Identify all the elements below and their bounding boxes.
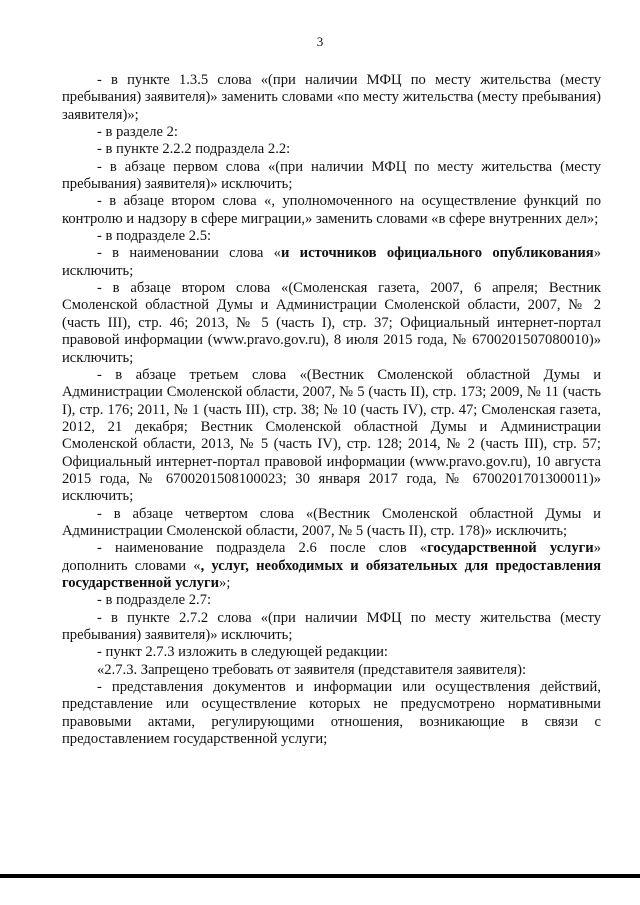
page-number: 3 (316, 34, 324, 49)
paragraph: - пункт 2.7.3 изложить в следующей редакции: (97, 644, 388, 661)
paragraph: - в пункте 2.2.2 подраздела 2.2: (97, 141, 291, 158)
paragraph: - в абзаце третьем слова «(Вестник Смоленской областной Думы и Администрации Смоленской области, 2007, № 5 (часть II), стр. 173; 2009, № 11 (часть I), стр. 176; 2011, № 1 (часть III), стр. 38; № 10 (часть IV), стр. 47; Смоленская газета, 2012, 21 декабря; Вестник Смоленской областной Думы и Администрации Смоленской области, 2013, № 5 (часть IV), стр. 128; 2014, № 2 (часть III), стр. 57; Официальный интернет-портал правовой информации (www.pravo.gov.ru), 10 августа 2015 года, № 6700201508100023; 30 января 2017 года, № 6700201701300011)» исключить; (62, 366, 601, 505)
paragraph: - в абзаце первом слова «(при наличии МФЦ по месту жительства (месту пребывания) заявителя)» исключить; (62, 158, 601, 193)
footer-rule (0, 874, 640, 878)
paragraph: - в разделе 2: (97, 124, 178, 141)
paragraph: - в абзаце втором слова «(Смоленская газета, 2007, 6 апреля; Вестник Смоленской областной Думы и Администрации Смоленской области, 2007, № 2 (часть III), стр. 46; 2013, № 5 (часть I), стр. 37; Официальный интернет-портал правовой информации (www.pravo.gov.ru), 8 июля 2015 года, № 6700201507080010)» исключить; (62, 280, 601, 366)
paragraph: - в абзаце втором слова «, уполномоченного на осуществление функций по контролю и надзору в сфере миграции,» заменить словами «в сфере внутренних дел»; (62, 193, 601, 227)
paragraph: - в наименовании слова «и источников официального опубликования» исключить; (62, 245, 601, 279)
paragraph: - в абзаце четвертом слова «(Вестник Смоленской областной Думы и Администрации Смоленской области, 2007, № 5 (часть II), стр. 178)» исключить; (62, 505, 601, 539)
paragraph: - в подразделе 2.5: (97, 228, 212, 245)
paragraph: - представления документов и информации или осуществления действий, представление или осуществление которых не предусмотрено нормативными правовыми актами, регулирующими отношения, возникающие в связи с предоставлением государственной услуги; (62, 679, 601, 748)
document-body (62, 72, 601, 748)
paragraph: - в пункте 1.3.5 слова «(при наличии МФЦ по месту жительства (месту пребывания) заявителя)» заменить словами «по месту жительства (месту пребывания) заявителя)»; (62, 72, 601, 123)
paragraph: - в пункте 2.7.2 слова «(при наличии МФЦ по месту жительства (месту пребывания) заявителя)» исключить; (62, 609, 601, 643)
paragraph: - в подразделе 2.7: (97, 592, 212, 609)
paragraph: «2.7.3. Запрещено требовать от заявителя (представителя заявителя): (97, 661, 527, 678)
paragraph: - наименование подраздела 2.6 после слов «государственной услуги» дополнить словами «, услуг, необходимых и обязательных для предоставления государственной услуги»; (62, 540, 602, 591)
